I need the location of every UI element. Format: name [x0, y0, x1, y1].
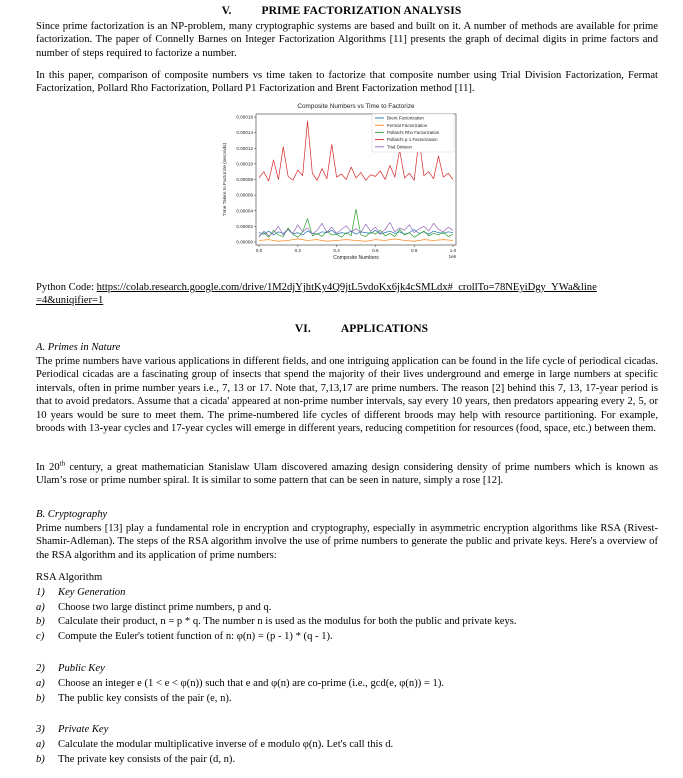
x-tick-label: 0.0: [255, 248, 263, 253]
list-label: c): [36, 631, 45, 642]
ordinal-superscript: th: [59, 459, 66, 468]
step-title: Private Key: [58, 724, 109, 735]
y-tick-label: 0.00002: [236, 223, 253, 229]
paragraph-cryptography: Prime numbers [13] play a fundamental role in encryption and cryptography, especially in asymmetric encryption algorithms like RSA (Rivest-Shamir-Adleman). The steps of the RSA algorithm involve the use of prime numbers to generate the public and private keys. Here's a overview of the RSA algorithm and its application of prime numbers:: [36, 523, 658, 561]
subsection-primes-in-nature: A. Primes in Nature: [36, 342, 121, 353]
y-tick-label: 0.00016: [236, 114, 253, 120]
x-offset-label: 1e6: [448, 254, 456, 259]
paragraph-cicadas: The prime numbers have various applications in different fields, and one intriguing application can be found in the life cycle of periodical cicadas. Periodical cicadas are a fascinating group of insects that spend the majority of their lives underground and emerge in large numbers at specific intervals, often in prime number years i.e., 7, 13 or 17. Note that, 7,13,17 are prime numbers. The reason [2] behind this 7, 13, 17-year period is that to avoid predators. Assume that a cicada' appeared at non-prime number intervals, say every 10 years, then predators appearing every 2, 5, or 10 years would be sure to meet them. The prime-numbered life cycles of different broods may help with resource partitioning. For example, broods with 13-year cycles and 17-year cycles will emerge in different years, reducing competition for resources (food, space, etc.) between them.: [36, 356, 658, 435]
x-tick-label: 0.4: [333, 248, 340, 253]
list-label: a): [36, 602, 45, 613]
list-label: b): [36, 693, 45, 704]
section-heading-v: [0, 5, 683, 18]
section-heading-vi: [20, 323, 683, 336]
ulam-text-start: In 20: [36, 462, 60, 473]
y-tick-label: 0.00008: [236, 177, 253, 183]
y-tick-label: 0.00006: [236, 192, 253, 198]
list-label: b): [36, 754, 45, 765]
x-axis-label: Composite Numbers: [333, 255, 379, 261]
x-tick-label: 0.8: [411, 248, 418, 253]
legend-label: Pollard's p-1 Factorization: [387, 137, 438, 143]
rsa-algorithm-label: RSA Algorithm: [36, 572, 103, 583]
list-item: [36, 753, 658, 766]
list-item: [36, 601, 658, 614]
x-tick-label: 0.2: [294, 248, 301, 253]
list-text: Compute the Euler's totient function of n: φ(n) = (p - 1) * (q - 1).: [58, 631, 333, 642]
list-item: [36, 677, 658, 690]
y-tick-label: 0.00014: [236, 130, 253, 136]
list-text: Choose an integer e (1 < e < φ(n)) such that e and φ(n) are co-prime (i.e., gcd(e, φ(n)) = 1).: [58, 678, 445, 689]
legend-label: Brent Factorization: [387, 115, 424, 121]
step-number: 1): [36, 587, 45, 598]
y-tick-label: 0.00010: [236, 161, 253, 167]
list-item: [36, 692, 658, 705]
list-item: [36, 615, 658, 628]
legend-label: Pollard's Rho Factorization: [387, 130, 440, 135]
list-item: [36, 630, 658, 643]
step-number: 3): [36, 724, 45, 735]
list-text: Calculate their product, n = p * q. The number n is used as the modulus for both the public and private keys.: [58, 616, 517, 627]
list-text: Calculate the modular multiplicative inverse of e modulo φ(n). Let's call this d.: [58, 739, 394, 750]
list-label: a): [36, 739, 45, 750]
chart-title: Composite Numbers vs Time to Factorize: [297, 103, 415, 110]
python-code-label: Python Code:: [36, 282, 97, 293]
rsa-step-public-key: [36, 662, 658, 675]
paragraph-ulam: [36, 461, 658, 488]
python-code-line: [36, 281, 658, 308]
section-title: APPLICATIONS: [340, 323, 429, 335]
y-tick-label: 0.00004: [236, 208, 253, 214]
ulam-text-end: century, a great mathematician Stanislaw Ulam discovered amazing design considering density of prime numbers which is known as Ulam’s rose or prime number spiral. It is similar to some pattern that can be seen in nature, simply a rose [12].: [36, 462, 658, 487]
step-title: Key Generation: [58, 587, 126, 598]
list-label: a): [36, 678, 45, 689]
subsection-cryptography: B. Cryptography: [36, 509, 108, 520]
rsa-step-private-key: [36, 723, 658, 736]
x-tick-label: 0.6: [372, 248, 379, 253]
legend-label: Fermat Factorization: [387, 122, 428, 128]
y-tick-label: 0.00012: [236, 145, 253, 151]
rsa-step-key-generation: [36, 586, 658, 599]
legend-label: Trial Division: [387, 144, 412, 150]
x-tick-label: 1.0: [449, 248, 457, 253]
step-number: 2): [36, 663, 45, 674]
section-number: V.: [221, 5, 232, 17]
step-title: Public Key: [58, 663, 105, 674]
list-label: b): [36, 616, 45, 627]
paragraph-factorization-intro: Since prime factorization is an NP-problem, many cryptographic systems are based and built on it. A number of methods are available for prime factorization. The paper of Connelly Barnes on Integer Factorization Algorithms [11] presents the graph of decimal digits in prime factors and number of steps required to factorize a number.: [36, 21, 658, 59]
y-tick-label: 0.00000: [236, 239, 253, 245]
list-text: The private key consists of the pair (d, n).: [58, 754, 236, 765]
factorization-time-chart: [218, 100, 468, 272]
python-code-link-continued[interactable]: =4&uniqifier=1: [36, 295, 104, 307]
section-number: VI.: [294, 323, 311, 335]
list-text: The public key consists of the pair (e, n).: [58, 693, 232, 704]
list-item: [36, 738, 658, 751]
python-code-link[interactable]: https://colab.research.google.com/drive/1M2djYjhtKy4Q9jtL5vdoKx6jk4cSMLdx#_crollTo=78NEyiDgy_YWa&line: [96, 282, 597, 293]
y-axis-label: Time Taken to Factorize (seconds): [223, 142, 228, 217]
paragraph-factorization-methods: In this paper, comparison of composite numbers vs time taken to factorize that composite number using Trial Division Factorization, Fermat Factorization, Pollard Rho Factorization, Pollard P1 Factorization and Brent Factorization method [11].: [36, 70, 658, 95]
section-title: PRIME FACTORIZATION ANALYSIS: [261, 5, 462, 17]
list-text: Choose two large distinct prime numbers, p and q.: [58, 602, 272, 613]
